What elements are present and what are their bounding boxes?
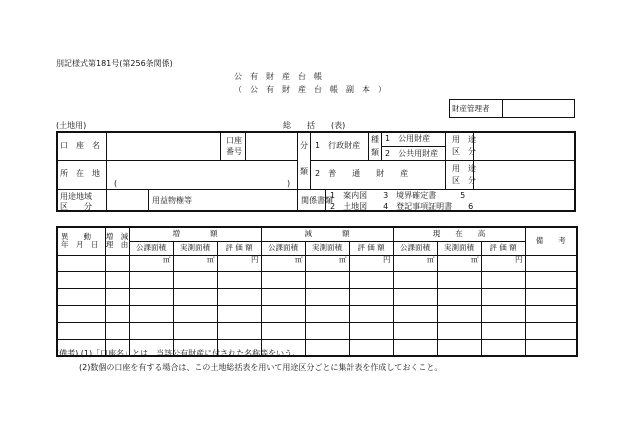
col-reason: 増 減 理 由 <box>105 227 129 255</box>
unit-area: ㎡ <box>129 255 173 271</box>
location-label: 所 在 地 <box>60 169 100 178</box>
group-current: 現 在 高 <box>393 227 525 241</box>
sub-value: 評 価 額 <box>349 241 393 255</box>
table-row <box>57 305 577 322</box>
kind-label-1: 種 <box>371 135 379 144</box>
group-decrease: 減 額 <box>261 227 393 241</box>
sub-public-area: 公課面積 <box>393 241 437 255</box>
kind-label-2: 類 <box>371 148 379 157</box>
unit-yen: 円 <box>349 255 393 271</box>
kind-koyo: 1 公用財産 <box>385 134 431 143</box>
youto-label-4: 区 分 <box>452 176 476 185</box>
docs-line-1: 1 案内図 3 境界確定書 5 <box>330 191 466 200</box>
note-1: (備考) (1)「口座名」とは、当該公有財産に付された名称等をいう。 <box>56 349 301 358</box>
unit-area: ㎡ <box>393 255 437 271</box>
unit-area: ㎡ <box>437 255 481 271</box>
sub-actual-area: 実測面積 <box>173 241 217 255</box>
land-use-label: (土地用) <box>56 121 87 130</box>
manager-field[interactable] <box>504 101 573 116</box>
zoning-label-2: 区 分 <box>60 202 92 211</box>
sub-actual-area: 実測面積 <box>305 241 349 255</box>
sub-actual-area: 実測面積 <box>437 241 481 255</box>
paren-close: ) <box>287 179 291 188</box>
docs-label: 関係書類 <box>301 196 333 205</box>
easement-label: 用益物権等 <box>152 196 192 205</box>
youto-label-3: 用 途 <box>452 164 476 173</box>
unit-yen: 円 <box>481 255 525 271</box>
unit-yen: 円 <box>217 255 261 271</box>
docs-line-2: 2 土地図 4 登記事項証明書 6 <box>330 202 474 211</box>
paren-open: ( <box>114 179 118 188</box>
sub-public-area: 公課面積 <box>261 241 305 255</box>
unit-area: ㎡ <box>261 255 305 271</box>
unit-area: ㎡ <box>173 255 217 271</box>
page-title: 公 有 財 産 台 帳 <box>234 72 322 81</box>
note-2: (2)数個の口座を有する場合は、この土地総括表を用いて用途区分ごとに集計表を作成しておくこと。 <box>79 363 443 372</box>
col-remarks: 備 考 <box>525 227 577 255</box>
youto-label-1: 用 途 <box>452 135 476 144</box>
account-no-label-1: 口座 <box>226 136 242 145</box>
sub-value: 評 価 額 <box>217 241 261 255</box>
kind-kokyo: 2 公共用財産 <box>385 149 439 158</box>
ledger-table <box>56 226 576 357</box>
col-change-date: 異 動 年 月 日 <box>57 227 105 255</box>
sub-public-area: 公課面積 <box>129 241 173 255</box>
summary-label: 総 括 (表) <box>283 121 346 130</box>
table-row <box>57 322 577 339</box>
youto-label-2: 区 分 <box>452 147 476 156</box>
table-row <box>57 271 577 288</box>
account-name-label: 口 座 名 <box>60 141 100 150</box>
group-increase: 増 額 <box>129 227 261 241</box>
zoning-label-1: 用途地域 <box>60 192 92 201</box>
manager-label: 財産管理者 <box>452 104 490 113</box>
form-id: 別記様式第181号(第256条関係) <box>56 59 173 68</box>
unit-area: ㎡ <box>305 255 349 271</box>
page-subtitle: （ 公 有 財 産 台 帳 副 本 ） <box>234 85 386 94</box>
bunrui-label-1: 分 <box>300 141 308 150</box>
class-gyosei: 1 行政財産 <box>315 141 361 150</box>
table-row <box>57 288 577 305</box>
bunrui-label-2: 類 <box>300 167 308 176</box>
sub-value: 評 価 額 <box>481 241 525 255</box>
class-futsu: 2 普 通 財 産 <box>315 169 409 178</box>
account-no-label-2: 番号 <box>226 147 242 156</box>
table-row <box>57 255 577 271</box>
